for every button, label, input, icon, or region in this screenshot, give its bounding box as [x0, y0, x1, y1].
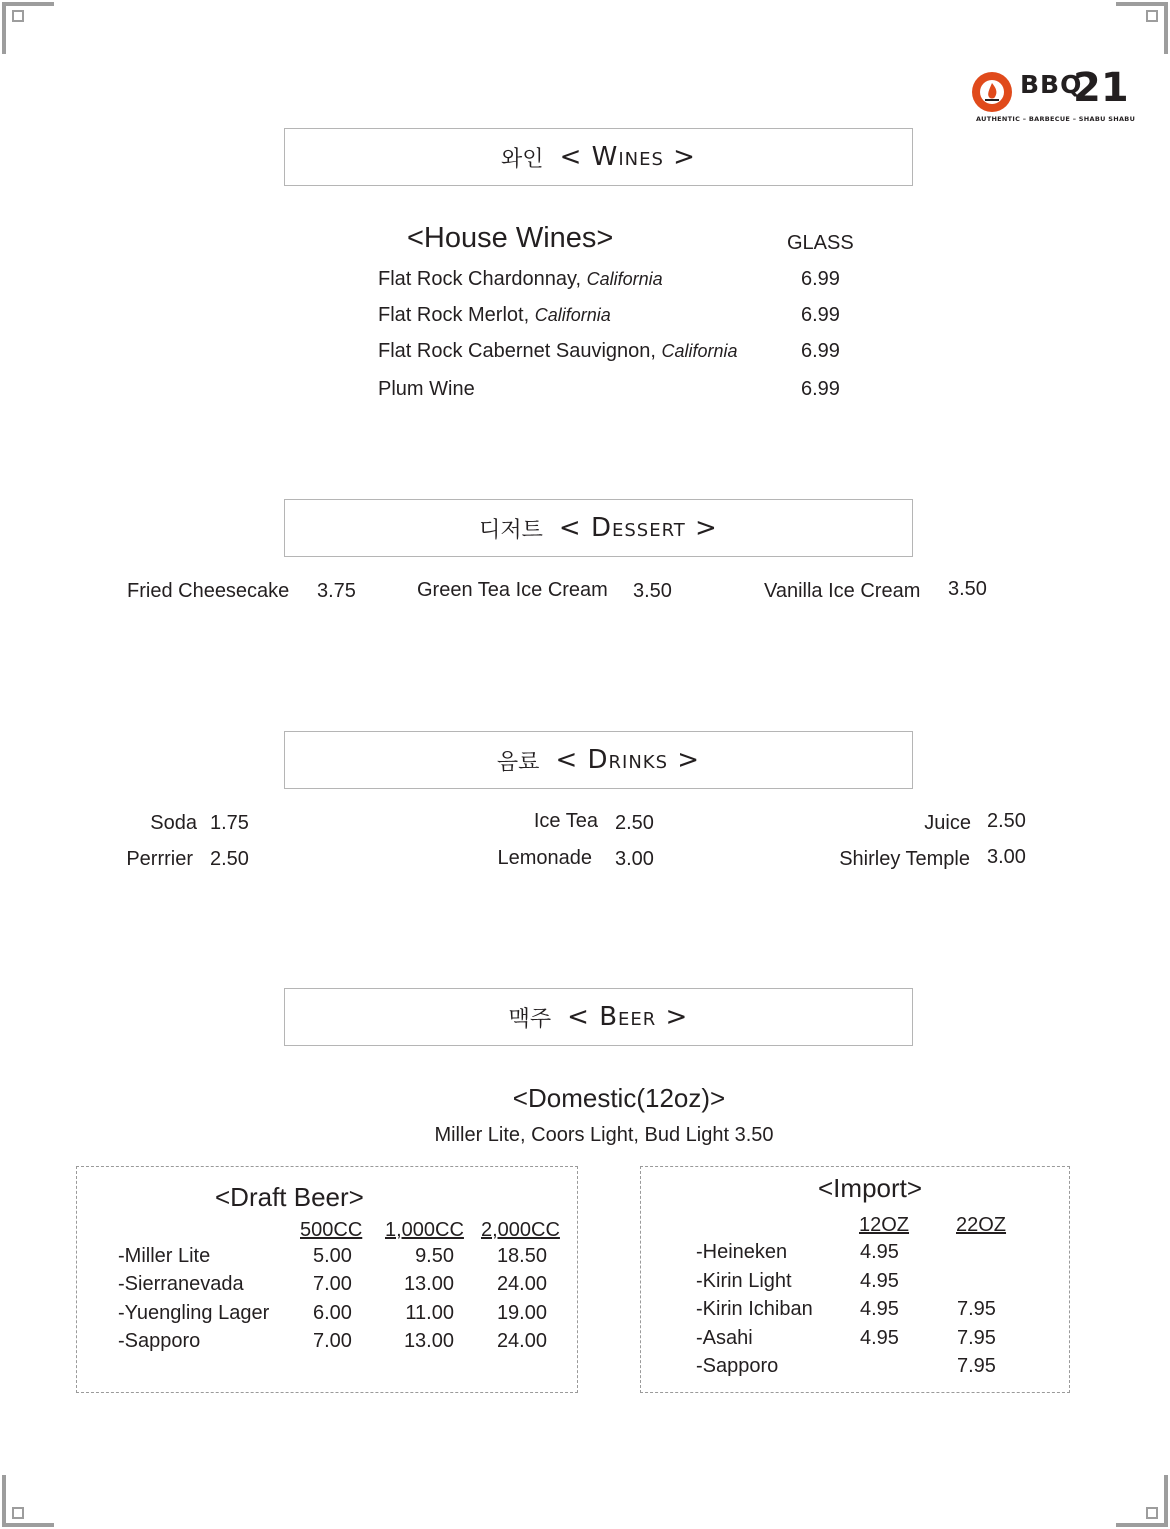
import-beer-price: 4.95: [860, 1241, 899, 1263]
logo-number: 21: [1073, 65, 1129, 111]
dessert-item-name: Fried Cheesecake: [127, 580, 290, 602]
corner-ornament-bottom-right: [1114, 1473, 1170, 1529]
wine-price: 6.99: [801, 268, 840, 290]
import-beer-name: -Heineken: [696, 1241, 788, 1263]
drink-item-name: Lemonade: [497, 847, 592, 869]
drink-item-price: 2.50: [210, 848, 249, 870]
wine-name: Flat Rock Merlot,: [378, 304, 530, 326]
wine-item: [378, 304, 611, 327]
draft-beer-price: 13.00: [403, 1273, 454, 1295]
beer-title-en: < Beer >: [567, 1002, 689, 1032]
wine-name: Flat Rock Chardonnay,: [378, 268, 582, 290]
drink-item-price: 1.75: [210, 812, 249, 834]
wine-price: 6.99: [801, 304, 840, 326]
domestic-line: Miller Lite, Coors Light, Bud Light 3.50: [434, 1124, 774, 1146]
import-beer-price: 4.95: [860, 1327, 899, 1349]
logo-badge-icon: [970, 70, 1014, 114]
drink-item-price: 2.50: [615, 812, 654, 834]
draft-beer-price: 11.00: [405, 1302, 454, 1324]
drink-item-price: 2.50: [987, 810, 1026, 832]
draft-beer-price: 13.00: [403, 1330, 454, 1352]
import-col-22oz: 22OZ: [956, 1214, 1007, 1236]
dessert-item-price: 3.50: [948, 578, 987, 600]
drink-item-name: Perrrier: [126, 848, 193, 870]
logo-brand: BBQ: [1020, 70, 1083, 99]
import-beer-title: <Import>: [818, 1173, 923, 1203]
wine-price: 6.99: [801, 340, 840, 362]
corner-ornament-top-left: [0, 0, 56, 56]
import-beer-price: 7.95: [957, 1355, 996, 1377]
draft-beer-name: -Yuengling Lager: [118, 1302, 270, 1324]
draft-beer-price: 19.00: [496, 1302, 547, 1324]
draft-beer-price: 7.00: [313, 1273, 352, 1295]
house-wines-subtitle: <House Wines>: [407, 222, 614, 254]
draft-beer-box: [76, 1166, 578, 1393]
draft-beer-price: 6.00: [313, 1302, 352, 1324]
wine-item: [378, 268, 663, 291]
wine-price: 6.99: [801, 378, 840, 400]
wine-origin: California: [586, 269, 663, 289]
import-beer-price: 7.95: [957, 1298, 996, 1320]
drink-item-price: 3.00: [615, 848, 654, 870]
beer-header: [284, 988, 913, 1046]
wine-name: Flat Rock Cabernet Sauvignon,: [378, 340, 656, 362]
draft-col-500cc: 500CC: [300, 1219, 363, 1241]
logo-tagline: AUTHENTIC – BARBECUE – SHABU SHABU: [976, 115, 1136, 123]
draft-col-2000cc: 2,000CC: [481, 1219, 560, 1241]
drinks-title-en: < Drinks >: [555, 745, 701, 775]
dessert-title-en: < Dessert >: [558, 513, 718, 543]
wines-header: [284, 128, 913, 186]
drink-item-name: Shirley Temple: [839, 848, 970, 870]
beer-title-ko: 맥주: [508, 1006, 552, 1032]
draft-col-1000cc: 1,000CC: [385, 1219, 464, 1241]
import-beer-price: 4.95: [860, 1270, 899, 1292]
draft-beer-price: 7.00: [313, 1330, 352, 1352]
dessert-title-ko: 디저트: [479, 517, 543, 543]
wine-item: [378, 378, 475, 401]
import-beer-name: -Kirin Light: [696, 1270, 792, 1292]
draft-beer-name: -Sapporo: [118, 1330, 201, 1352]
wines-title-ko: 와인: [501, 146, 544, 172]
import-beer-name: -Kirin Ichiban: [696, 1298, 813, 1320]
domestic-title: <Domestic(12oz)>: [512, 1083, 726, 1113]
drink-item-name: Soda: [150, 812, 197, 834]
corner-ornament-top-right: [1114, 0, 1170, 56]
dessert-item-name: Vanilla Ice Cream: [764, 580, 921, 602]
wine-item: [378, 340, 738, 363]
dessert-item-price: 3.75: [317, 580, 356, 602]
draft-beer-price: 24.00: [496, 1330, 547, 1352]
wine-name: Plum Wine: [378, 378, 475, 400]
draft-beer-name: -Sierranevada: [118, 1273, 244, 1295]
wines-title-en: < Wines >: [559, 142, 696, 172]
corner-ornament-bottom-left: [0, 1473, 56, 1529]
wine-origin: California: [534, 305, 611, 325]
drink-item-name: Juice: [924, 812, 971, 834]
draft-beer-title: <Draft Beer>: [215, 1182, 364, 1212]
import-col-12oz: 12OZ: [859, 1214, 910, 1236]
dessert-item-name: Green Tea Ice Cream: [417, 579, 608, 601]
dessert-header: [284, 499, 913, 557]
import-beer-name: -Asahi: [696, 1327, 753, 1349]
draft-beer-price: 9.50: [415, 1245, 454, 1267]
drinks-header: [284, 731, 913, 789]
drink-item-name: Ice Tea: [533, 810, 598, 832]
glass-column-header: GLASS: [787, 232, 854, 254]
import-beer-box: [640, 1166, 1070, 1393]
logo: [970, 65, 1136, 125]
draft-beer-name: -Miller Lite: [118, 1245, 211, 1267]
import-beer-name: -Sapporo: [696, 1355, 779, 1377]
draft-beer-price: 5.00: [313, 1245, 352, 1267]
drinks-title-ko: 음료: [496, 749, 540, 775]
import-beer-price: 4.95: [860, 1298, 899, 1320]
wine-origin: California: [661, 341, 738, 361]
draft-beer-price: 24.00: [496, 1273, 547, 1295]
dessert-item-price: 3.50: [633, 580, 672, 602]
draft-beer-price: 18.50: [496, 1245, 547, 1267]
drink-item-price: 3.00: [987, 846, 1026, 868]
import-beer-price: 7.95: [957, 1327, 996, 1349]
